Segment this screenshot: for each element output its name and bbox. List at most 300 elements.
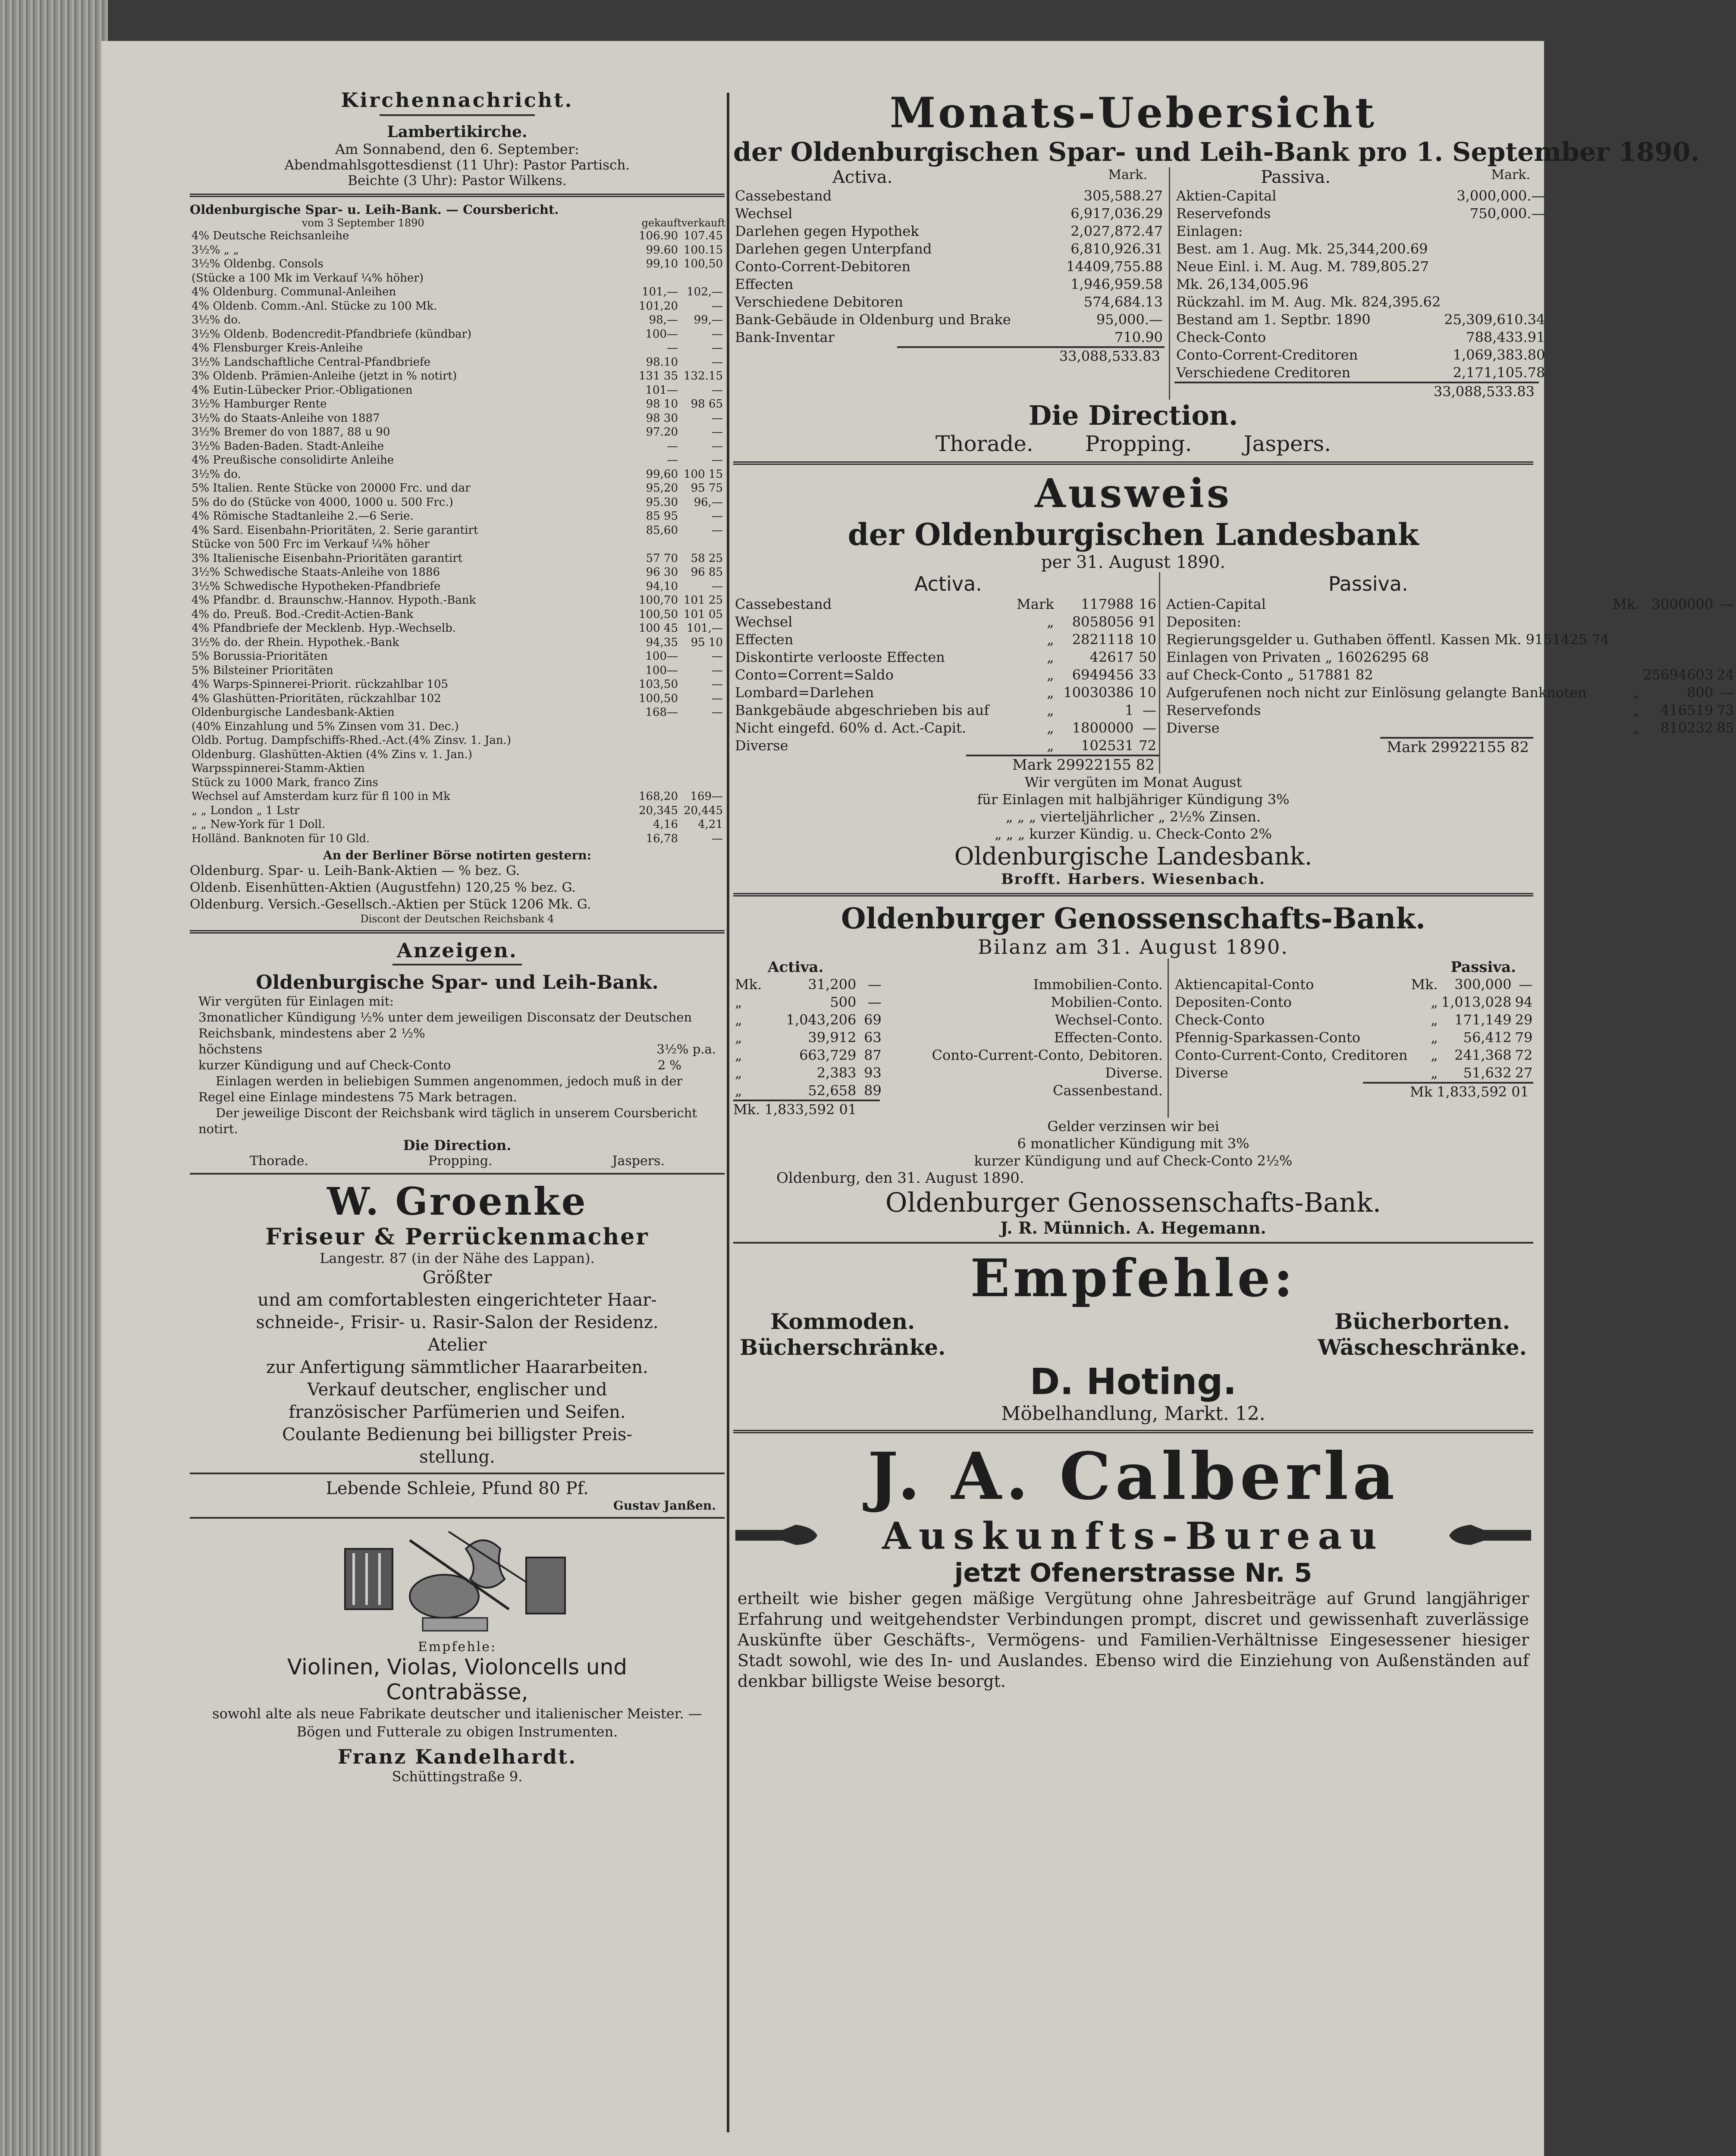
ausweis-activa-cell: „ (1047, 737, 1054, 754)
ausweis-passiva-cell: Diverse (1166, 720, 1220, 736)
ausweis-activa-cell: — (1143, 720, 1156, 736)
kurs-sold: 95 75 (691, 482, 723, 495)
ausweis-passiva-row (1165, 649, 1736, 666)
monat-passiva-cell (1442, 293, 1547, 311)
kurs-security: 3½% Schwedische Hypotheken-Pfandbriefe (191, 580, 441, 593)
kurs-bought: 100,70 (639, 594, 678, 607)
kurs-sold: — (712, 664, 723, 677)
ausweis-passiva-cell: auf Check-Conto „ 517881 82 (1166, 667, 1373, 683)
kurs-row (190, 229, 725, 243)
monat-passiva-cell: Conto-Corrent-Creditoren (1176, 347, 1358, 363)
ausweis-activa-cell: „ (1047, 720, 1054, 736)
ausweis-passiva-cell: — (1720, 684, 1734, 701)
monat-activa-cell: 305,588.27 (1083, 188, 1163, 204)
monat-passiva-cell (1442, 240, 1547, 258)
monat-direction: Die Direction. (1028, 400, 1238, 431)
ausweis-passiva-cell (1611, 666, 1641, 684)
ausweis-passiva-row (1165, 666, 1736, 684)
hoting-empfehle: Empfehle: (970, 1248, 1297, 1309)
genossen-passiva-cell: „ (1431, 1012, 1438, 1028)
monat-passiva-cell: Reservefonds (1176, 205, 1271, 222)
anz-para-2: Der jeweilige Discont der Reichsbank wird täglich in unserem Coursbericht notirt. (198, 1106, 697, 1136)
kurs-sold: — (712, 580, 723, 593)
ausweis-activa-cell: Wechsel (735, 614, 793, 630)
kandel-line-3: sowohl alte als neue Fabrikate deutscher und italienischer Meister. — Bögen und Futterale zu obigen Instrumenten. (212, 1705, 702, 1740)
genossen-activa-cell: 69 (864, 1012, 882, 1028)
genossen-activa-cell: „ (735, 1012, 742, 1028)
ausweis-subtitle: der Oldenburgischen Landesbank (848, 517, 1419, 552)
kurs-row (190, 664, 725, 678)
kurs-row (190, 397, 725, 411)
kurs-security: Oldb. Portug. Dampfschiffs-Rhed.-Act.(4% Zinsv. 1. Jan.) (191, 734, 512, 747)
monat-activa-cell: Conto-Corrent-Debitoren (735, 258, 911, 275)
genossen-passiva-cell: 72 (1515, 1047, 1533, 1063)
genossen-activa-cell: 93 (864, 1065, 882, 1081)
genossen-activa-cell: Effecten-Conto. (1054, 1029, 1163, 1046)
monat-subtitle: der Oldenburgischen Spar- und Leih-Bank pro 1. September 1890. (733, 137, 1700, 167)
genossen-passiva-row (1173, 1047, 1534, 1064)
ausweis-interest-4: „ „ „ kurzer Kündig. u. Check-Conto 2% (995, 826, 1272, 842)
kurs-sold: — (712, 439, 723, 453)
genossen-passiva-row (1173, 976, 1534, 993)
ausweis-passiva-cell (1641, 649, 1715, 666)
kurs-sold: 101 25 (684, 594, 723, 607)
kurs-bought: 101,— (642, 285, 678, 298)
kurs-row (190, 692, 725, 706)
kurs-row (190, 748, 725, 762)
ausweis-passiva-cell: Regierungsgelder u. Guthaben öffentl. Kassen Mk. 9151425 74 (1166, 631, 1609, 648)
kurs-sold: 107.45 (684, 229, 723, 242)
ausweis-activa-cell: 50 (1139, 649, 1156, 665)
kurs-row (190, 355, 725, 370)
ausweis-passiva-cell (1611, 649, 1641, 666)
kurs-bought: 57 70 (646, 552, 678, 565)
kurs-bought: — (667, 439, 678, 453)
kurs-bought: 95.30 (646, 495, 678, 509)
kurs-row (190, 313, 725, 327)
ausweis-passiva-row (1165, 613, 1736, 631)
kurs-bought: 168— (645, 706, 678, 719)
kurs-security: 5% Italien. Rente Stücke von 20000 Frc. und dar (191, 482, 471, 495)
ausweis-passiva-sum: Mark 29922155 82 (1380, 737, 1533, 756)
kurs-bought: 99.60 (646, 243, 678, 257)
kurs-bought: 131 35 (639, 370, 678, 382)
ausweis-title: Ausweis (1035, 470, 1232, 517)
ausweis-activa-cell: 16 (1139, 596, 1156, 612)
kurs-sold: — (712, 327, 723, 341)
ausweis-activa-row (733, 719, 1158, 737)
kurs-security: 4% Flensburger Kreis-Anleihe (191, 342, 363, 354)
groenke-address: Langestr. 87 (in der Nähe des Lappan). (320, 1250, 595, 1266)
ausweis-activa-cell: — (1143, 702, 1156, 718)
groenke-line-5: zur Anfertigung sämmtlicher Haararbeiten. (266, 1357, 648, 1377)
kurs-row (190, 580, 725, 594)
monat-name-1: Thorade. (935, 431, 1033, 456)
kurs-bought: 106.90 (639, 229, 678, 242)
ausweis-passiva-cell (1641, 613, 1715, 631)
kurs-sold: — (712, 510, 723, 523)
genossen-passiva-table (1173, 976, 1534, 1082)
kurs-bought: 101,20 (639, 299, 678, 313)
hoting-subtitle: Möbelhandlung, Markt. 12. (1001, 1403, 1265, 1425)
kurs-row (190, 285, 725, 299)
kurs-security: Stücke von 500 Frc im Verkauf ¼% höher (191, 538, 430, 551)
hoting-item-2: Bücherschränke. (740, 1335, 946, 1360)
ausweis-passiva-table (1165, 595, 1736, 737)
ausweis-activa-row (733, 631, 1158, 649)
monat-passiva-cell: Rückzahl. im M. Aug. Mk. 824,395.62 (1176, 294, 1441, 310)
ausweis-passiva-row (1165, 702, 1736, 719)
genossen-passiva-cell: 51,632 (1463, 1065, 1512, 1081)
ausweis-activa-cell: Conto=Corrent=Saldo (735, 667, 894, 683)
kurs-security: Oldenburg. Glashütten-Aktien (4% Zins v. 1. Jan.) (191, 748, 472, 761)
monat-title: Monats-Uebersicht (889, 88, 1377, 137)
kurs-sold: — (712, 299, 723, 313)
kurs-table (190, 229, 725, 846)
ausweis-activa-row (733, 702, 1158, 719)
kurs-sold: 98 65 (691, 398, 723, 411)
kurs-row (190, 299, 725, 313)
genossen-activa-cell: Wechsel-Conto. (1055, 1012, 1163, 1028)
kurs-security: 3½% do. (191, 313, 241, 326)
genossen-passiva-label: Passiva. (1450, 959, 1516, 976)
right-column (733, 41, 1734, 1692)
kurs-bought (635, 733, 680, 748)
kurs-security: Oldenburgische Landesbank-Aktien (191, 706, 395, 719)
genossen-names: J. R. Münnich. A. Hegemann. (1000, 1218, 1266, 1238)
kurs-row (190, 565, 725, 580)
genossen-place-date: Oldenburg, den 31. August 1890. (776, 1169, 1024, 1187)
monat-passiva-row (1174, 240, 1547, 258)
ausweis-activa-cell: Diverse (735, 737, 788, 754)
kurs-bought (635, 748, 680, 762)
monat-activa-cell: Cassebestand (735, 188, 832, 204)
ausweis-activa-label: Activa. (914, 572, 982, 595)
kurs-sold (680, 733, 725, 748)
berlin-header: An der Berliner Börse notirten gestern: (323, 848, 591, 862)
kurs-security: 4% Glashütten-Prioritäten, rückzahlbar 102 (191, 692, 441, 705)
kurs-sold: 132.15 (684, 370, 723, 382)
kurs-sold (680, 761, 725, 776)
monat-passiva-row (1174, 187, 1547, 205)
kurs-security: 4% Preußische consolidirte Anleihe (191, 454, 394, 467)
kurs-bought (635, 720, 680, 734)
ausweis-activa-cell: 1800000 (1072, 720, 1134, 736)
genossen-activa-cell: 500 (830, 994, 857, 1010)
kurs-row (190, 523, 725, 538)
kurs-bought: 96 30 (646, 566, 678, 579)
ausweis-activa-row (733, 595, 1158, 613)
monat-passiva-cell (1442, 258, 1547, 276)
kurs-security: 3½% do. der Rhein. Hypothek.-Bank (191, 636, 399, 649)
kurs-sold: 4,21 (698, 818, 723, 831)
page-stack-edges (0, 0, 108, 2156)
genossen-interest-2: 6 monatlicher Kündigung mit 3% (1017, 1135, 1249, 1152)
kurs-security: 3½% Landschaftliche Central-Pfandbriefe (191, 355, 430, 369)
genossen-activa-cell: 63 (864, 1029, 882, 1046)
kurs-bought: 101— (645, 383, 678, 397)
kurs-security: „ „ New-York für 1 Doll. (191, 818, 326, 831)
genossen-title: Oldenburger Genossenschafts-Bank. (841, 902, 1425, 935)
monat-activa-label: Activa. (832, 167, 893, 187)
genossen-passiva-cell: — (1519, 976, 1533, 993)
ausweis-interest-2: für Einlagen mit halbjähriger Kündigung 3% (977, 791, 1290, 808)
ausweis-activa-cell: 1 (1124, 702, 1134, 718)
genossen-passiva-cell: Diverse (1175, 1065, 1228, 1081)
ausweis-activa-cell: „ (1047, 702, 1054, 718)
kurs-row (190, 341, 725, 355)
kurs-bought: 100— (645, 664, 678, 677)
groenke-line-3: schneide-, Frisir- u. Rasir-Salon der Residenz. (256, 1313, 659, 1332)
genossen-passiva-cell: Check-Conto (1175, 1012, 1265, 1028)
ausweis-activa-cell: Diskontirte verlooste Effecten (735, 649, 945, 665)
kurs-date: vom 3 September 1890 (302, 217, 424, 229)
monat-activa-cell: 6,810,926.31 (1070, 241, 1163, 257)
kurs-security: 3½% Baden-Baden. Stadt-Anleihe (191, 439, 384, 453)
kurs-security: 4% Oldenb. Comm.-Anl. Stücke zu 100 Mk. (191, 299, 437, 313)
kurs-row (190, 439, 725, 454)
kurs-security: 4% Oldenburg. Communal-Anleihen (191, 285, 396, 298)
genossen-passiva-row (1173, 1011, 1534, 1029)
genossen-activa-cell: Mobilien-Conto. (1051, 994, 1163, 1010)
kurs-sold: 100,50 (684, 257, 723, 270)
kurs-bought: 99,10 (646, 257, 678, 270)
ausweis-activa-table (733, 595, 1158, 755)
genossen-activa-cell: Cassenbestand. (1053, 1082, 1163, 1099)
genossen-activa-row (733, 1082, 1165, 1100)
kurs-bought: 85 95 (646, 510, 678, 523)
kurs-col-bought: gekauft (641, 217, 681, 229)
kurs-row (190, 495, 725, 510)
kurs-security: 3½% Oldenb. Bodencredit-Pfandbriefe (kündbar) (191, 327, 472, 341)
monat-activa-cell: 2,027,872.47 (1070, 223, 1163, 239)
genossen-passiva-cell: 56,412 (1463, 1029, 1512, 1046)
kandel-line-2: Contrabässe, (386, 1680, 528, 1705)
ausweis-passiva-cell (1641, 631, 1715, 649)
kurs-sold (680, 776, 725, 790)
calberla-name: J. A. Calberla (867, 1438, 1399, 1514)
anz-line-1: 3monatlicher Kündigung ½% unter dem jeweiligen Disconsatz der Deutschen Reichsbank, mindestens aber 2 ½% (198, 1010, 692, 1040)
kurs-row (190, 677, 725, 692)
genossen-passiva-cell: Mk. (1411, 976, 1438, 993)
kurs-sold: — (712, 342, 723, 354)
kurs-sold: 96,— (694, 495, 723, 509)
kandel-empfehle: Empfehle: (418, 1639, 497, 1655)
ausweis-passiva-cell: 810232 (1661, 720, 1714, 736)
kurs-bought: 4,16 (653, 818, 678, 831)
ausweis-passiva-cell: Reservefonds (1166, 702, 1261, 718)
church-service-1: Abendmahlsgottesdienst (11 Uhr): Pastor Partisch. (284, 157, 630, 173)
kurs-row (190, 761, 725, 776)
monat-passiva-cell: 2,171,105.78 (1453, 364, 1545, 381)
kurs-security: 3% Oldenb. Prämien-Anleihe (jetzt in % notirt) (191, 370, 457, 382)
kurs-row (190, 537, 725, 552)
monat-activa-table (733, 187, 1165, 346)
kurs-row (190, 509, 725, 523)
kurs-sold: 20,445 (684, 804, 723, 817)
genossen-activa-cell: „ (735, 1047, 742, 1063)
kurs-security: 4% Warps-Spinnerei-Priorit. rückzahlbar 105 (191, 678, 449, 691)
monat-passiva-row (1174, 222, 1547, 240)
kurs-col-sold: verkauft (681, 217, 726, 229)
kurs-security: 5% Bilsteiner Prioritäten (191, 664, 333, 677)
ausweis-passiva-cell: 800 (1687, 684, 1714, 701)
groenke-line-4: Atelier (427, 1335, 487, 1355)
genossen-activa-cell: 2,383 (816, 1065, 857, 1081)
ausweis-passiva-cell: Depositen: (1166, 614, 1242, 630)
genossen-activa-cell: „ (735, 1082, 742, 1099)
monat-activa-cell: 95,000.— (1096, 311, 1163, 328)
groenke-line-1: Größter (422, 1268, 492, 1288)
kurs-sold: — (712, 454, 723, 467)
ausweis-activa-cell: Cassebestand (735, 596, 832, 612)
genossen-activa-cell: 39,912 (808, 1029, 857, 1046)
ausweis-activa-row (733, 684, 1158, 702)
monat-activa-row (733, 311, 1165, 329)
genossen-passiva-cell: „ (1431, 1029, 1438, 1046)
genossen-passiva-cell: „ (1431, 1047, 1438, 1063)
calberla-text: ertheilt wie bisher gegen mäßige Vergütung ohne Jahresbeiträge auf Grund langjähriger Erfahrung und weitgehendster Verbindungen prompt, discret und gewissenhaft zuverlässige Auskünfte über Geschäfts-, Vermögens- und Familien-Verhältnisse Eingesessener hiesiger Stadt sowohl, wie des In- und Auslandes. Ebenso wird die Einziehung von Außenständen auf denkbar billigste Weise besorgt. (738, 1589, 1529, 1691)
monat-activa-row (733, 205, 1165, 222)
monat-activa-cell: 574,684.13 (1083, 294, 1163, 310)
anz-name-2: Propping. (428, 1153, 493, 1169)
ausweis-activa-cell: Lombard=Darlehen (735, 684, 874, 701)
kurs-row (190, 369, 725, 383)
monat-passiva-mark: Mark. (1491, 167, 1530, 182)
anz-name-3: Jaspers. (612, 1153, 665, 1169)
kurs-sold: — (712, 426, 723, 439)
ausweis-activa-cell: Nicht eingefd. 60% d. Act.-Capit. (735, 720, 966, 736)
ausweis-interest-3: „ „ „ vierteljährlicher „ 2½% Zinsen. (1005, 808, 1261, 825)
groenke-line-2: und am comfortablesten eingerichteter Haar- (257, 1290, 657, 1310)
genossen-passiva-cell: 1,013,028 (1441, 994, 1512, 1010)
genossen-passiva-row (1173, 1064, 1534, 1082)
kurs-sold: — (712, 832, 723, 845)
genossen-passiva-cell: „ (1431, 1065, 1438, 1081)
kurs-row (190, 243, 725, 257)
genossen-activa-row (733, 1011, 1165, 1029)
kurs-sold: — (712, 523, 723, 537)
kurs-sold (680, 748, 725, 762)
ausweis-activa-cell: Bankgebäude abgeschrieben bis auf (735, 702, 989, 718)
kurs-security: 3½% „ „ (191, 243, 239, 257)
kurs-bought: — (667, 342, 678, 354)
schleie-ad: Lebende Schleie, Pfund 80 Pf. (326, 1479, 589, 1498)
kurs-bought: 95,20 (646, 482, 678, 495)
kurs-security: 3½% Hamburger Rente (191, 398, 327, 411)
monat-passiva-cell: Mk. 26,134,005.96 (1176, 276, 1309, 292)
genossen-subtitle: Bilanz am 31. August 1890. (978, 935, 1289, 959)
genossen-activa-cell: „ (735, 1065, 742, 1081)
kurs-row (190, 271, 725, 285)
instruments-illustration-icon (190, 1523, 725, 1639)
groenke-name: W. Groenke (327, 1179, 587, 1224)
kurs-sold: 95 10 (691, 636, 723, 649)
genossen-passiva-cell: 94 (1515, 994, 1533, 1010)
genossen-activa-cell: — (867, 976, 882, 993)
kurs-bought: — (667, 454, 678, 467)
berlin-row-4: Discont der Deutschen Reichsbank 4 (360, 913, 554, 925)
ausweis-activa-row (733, 649, 1158, 666)
ausweis-activa-cell: „ (1047, 684, 1054, 701)
monat-activa-row (733, 187, 1165, 205)
ausweis-activa-row (733, 666, 1158, 684)
monat-passiva-cell: Best. am 1. Aug. Mk. 25,344,200.69 (1176, 241, 1428, 257)
ausweis-passiva-cell (1611, 631, 1641, 649)
ausweis-activa-cell: „ (1047, 614, 1054, 630)
church-news-title: Kirchennachricht. (341, 88, 574, 112)
genossen-activa-label: Activa. (768, 959, 824, 976)
kurs-title: Oldenburgische Spar- u. Leih-Bank. — Coursbericht. (190, 202, 559, 217)
genossen-passiva-row (1173, 993, 1534, 1011)
kurs-sold: — (712, 411, 723, 425)
kurs-bought (635, 761, 680, 776)
kurs-row (190, 552, 725, 566)
monat-passiva-cell: 25,309,610.34 (1444, 311, 1545, 328)
ausweis-activa-cell: „ (1047, 631, 1054, 648)
genossen-activa-cell: Mk. (735, 976, 762, 993)
kurs-security: Warpsspinnerei-Stamm-Aktien (191, 762, 365, 775)
kurs-row (190, 257, 725, 271)
kurs-security: 4% Pfandbr. d. Braunschw.-Hannov. Hypoth.-Bank (191, 594, 476, 607)
ausweis-passiva-label: Passiva. (1328, 572, 1408, 595)
genossen-activa-cell: 663,729 (799, 1047, 857, 1063)
kurs-bought: 85,60 (646, 523, 678, 537)
genossen-activa-cell: „ (735, 994, 742, 1010)
ausweis-activa-cell: Mark (1017, 596, 1054, 612)
monat-activa-cell: Bank-Gebäude in Oldenburg und Brake (735, 311, 1011, 328)
ausweis-activa-cell: 2821118 (1072, 631, 1134, 648)
genossen-activa-cell: Diverse. (1105, 1065, 1163, 1081)
kurs-bought: 98 30 (646, 411, 678, 425)
ausweis-activa-cell: 10 (1139, 631, 1156, 648)
monat-name-3: Jaspers. (1243, 431, 1331, 456)
ausweis-activa-cell: 102531 (1081, 737, 1134, 754)
monat-passiva-table (1174, 187, 1547, 382)
kurs-sold: 99,— (694, 313, 723, 326)
monat-passiva-row (1174, 364, 1547, 382)
kurs-row (190, 411, 725, 426)
monat-passiva-cell: Neue Einl. i. M. Aug. M. 789,805.27 (1176, 258, 1429, 275)
schleie-seller: Gustav Janßen. (613, 1498, 716, 1513)
groenke-line-7: französischer Parfümerien und Seifen. (289, 1402, 626, 1422)
genossen-passiva-row (1173, 1029, 1534, 1047)
kurs-row (190, 776, 725, 790)
kurs-bought: 98 10 (646, 398, 678, 411)
kurs-security: 3½% Oldenbg. Consols (191, 257, 323, 270)
monat-passiva-cell: Verschiedene Creditoren (1176, 364, 1351, 381)
ausweis-activa-cell: „ (1047, 667, 1054, 683)
ausweis-interest-1: Wir vergüten im Monat August (1024, 774, 1242, 790)
kurs-row (190, 720, 725, 734)
groenke-line-8: Coulante Bedienung bei billigster Preis- (282, 1425, 632, 1445)
kurs-sold: 96 85 (691, 566, 723, 579)
hoting-item-3: Bücherborten. (1334, 1309, 1510, 1334)
kurs-row (190, 608, 725, 622)
monat-passiva-cell: Check-Conto (1176, 329, 1266, 345)
ausweis-passiva-cell: „ (1632, 702, 1640, 718)
kurs-security: (40% Einzahlung und 5% Zinsen vom 31. Dec.) (191, 720, 459, 733)
monat-passiva-sum: 33,088,533.83 (1174, 382, 1539, 400)
ausweis-passiva-cell (1715, 631, 1736, 649)
genossen-passiva-cell: Pfennig-Sparkassen-Conto (1175, 1029, 1360, 1046)
kurs-security: Stück zu 1000 Mark, franco Zins (191, 776, 378, 789)
ausweis-activa-cell: 42617 (1089, 649, 1134, 665)
monat-activa-cell: Wechsel (735, 205, 793, 222)
berlin-row-3: Oldenburg. Versich.-Gesellsch.-Aktien per Stück 1206 Mk. G. (190, 897, 591, 912)
ausweis-passiva-cell: 3000000 (1651, 596, 1714, 612)
church-service-2: Beichte (3 Uhr): Pastor Wilkens. (348, 173, 567, 188)
